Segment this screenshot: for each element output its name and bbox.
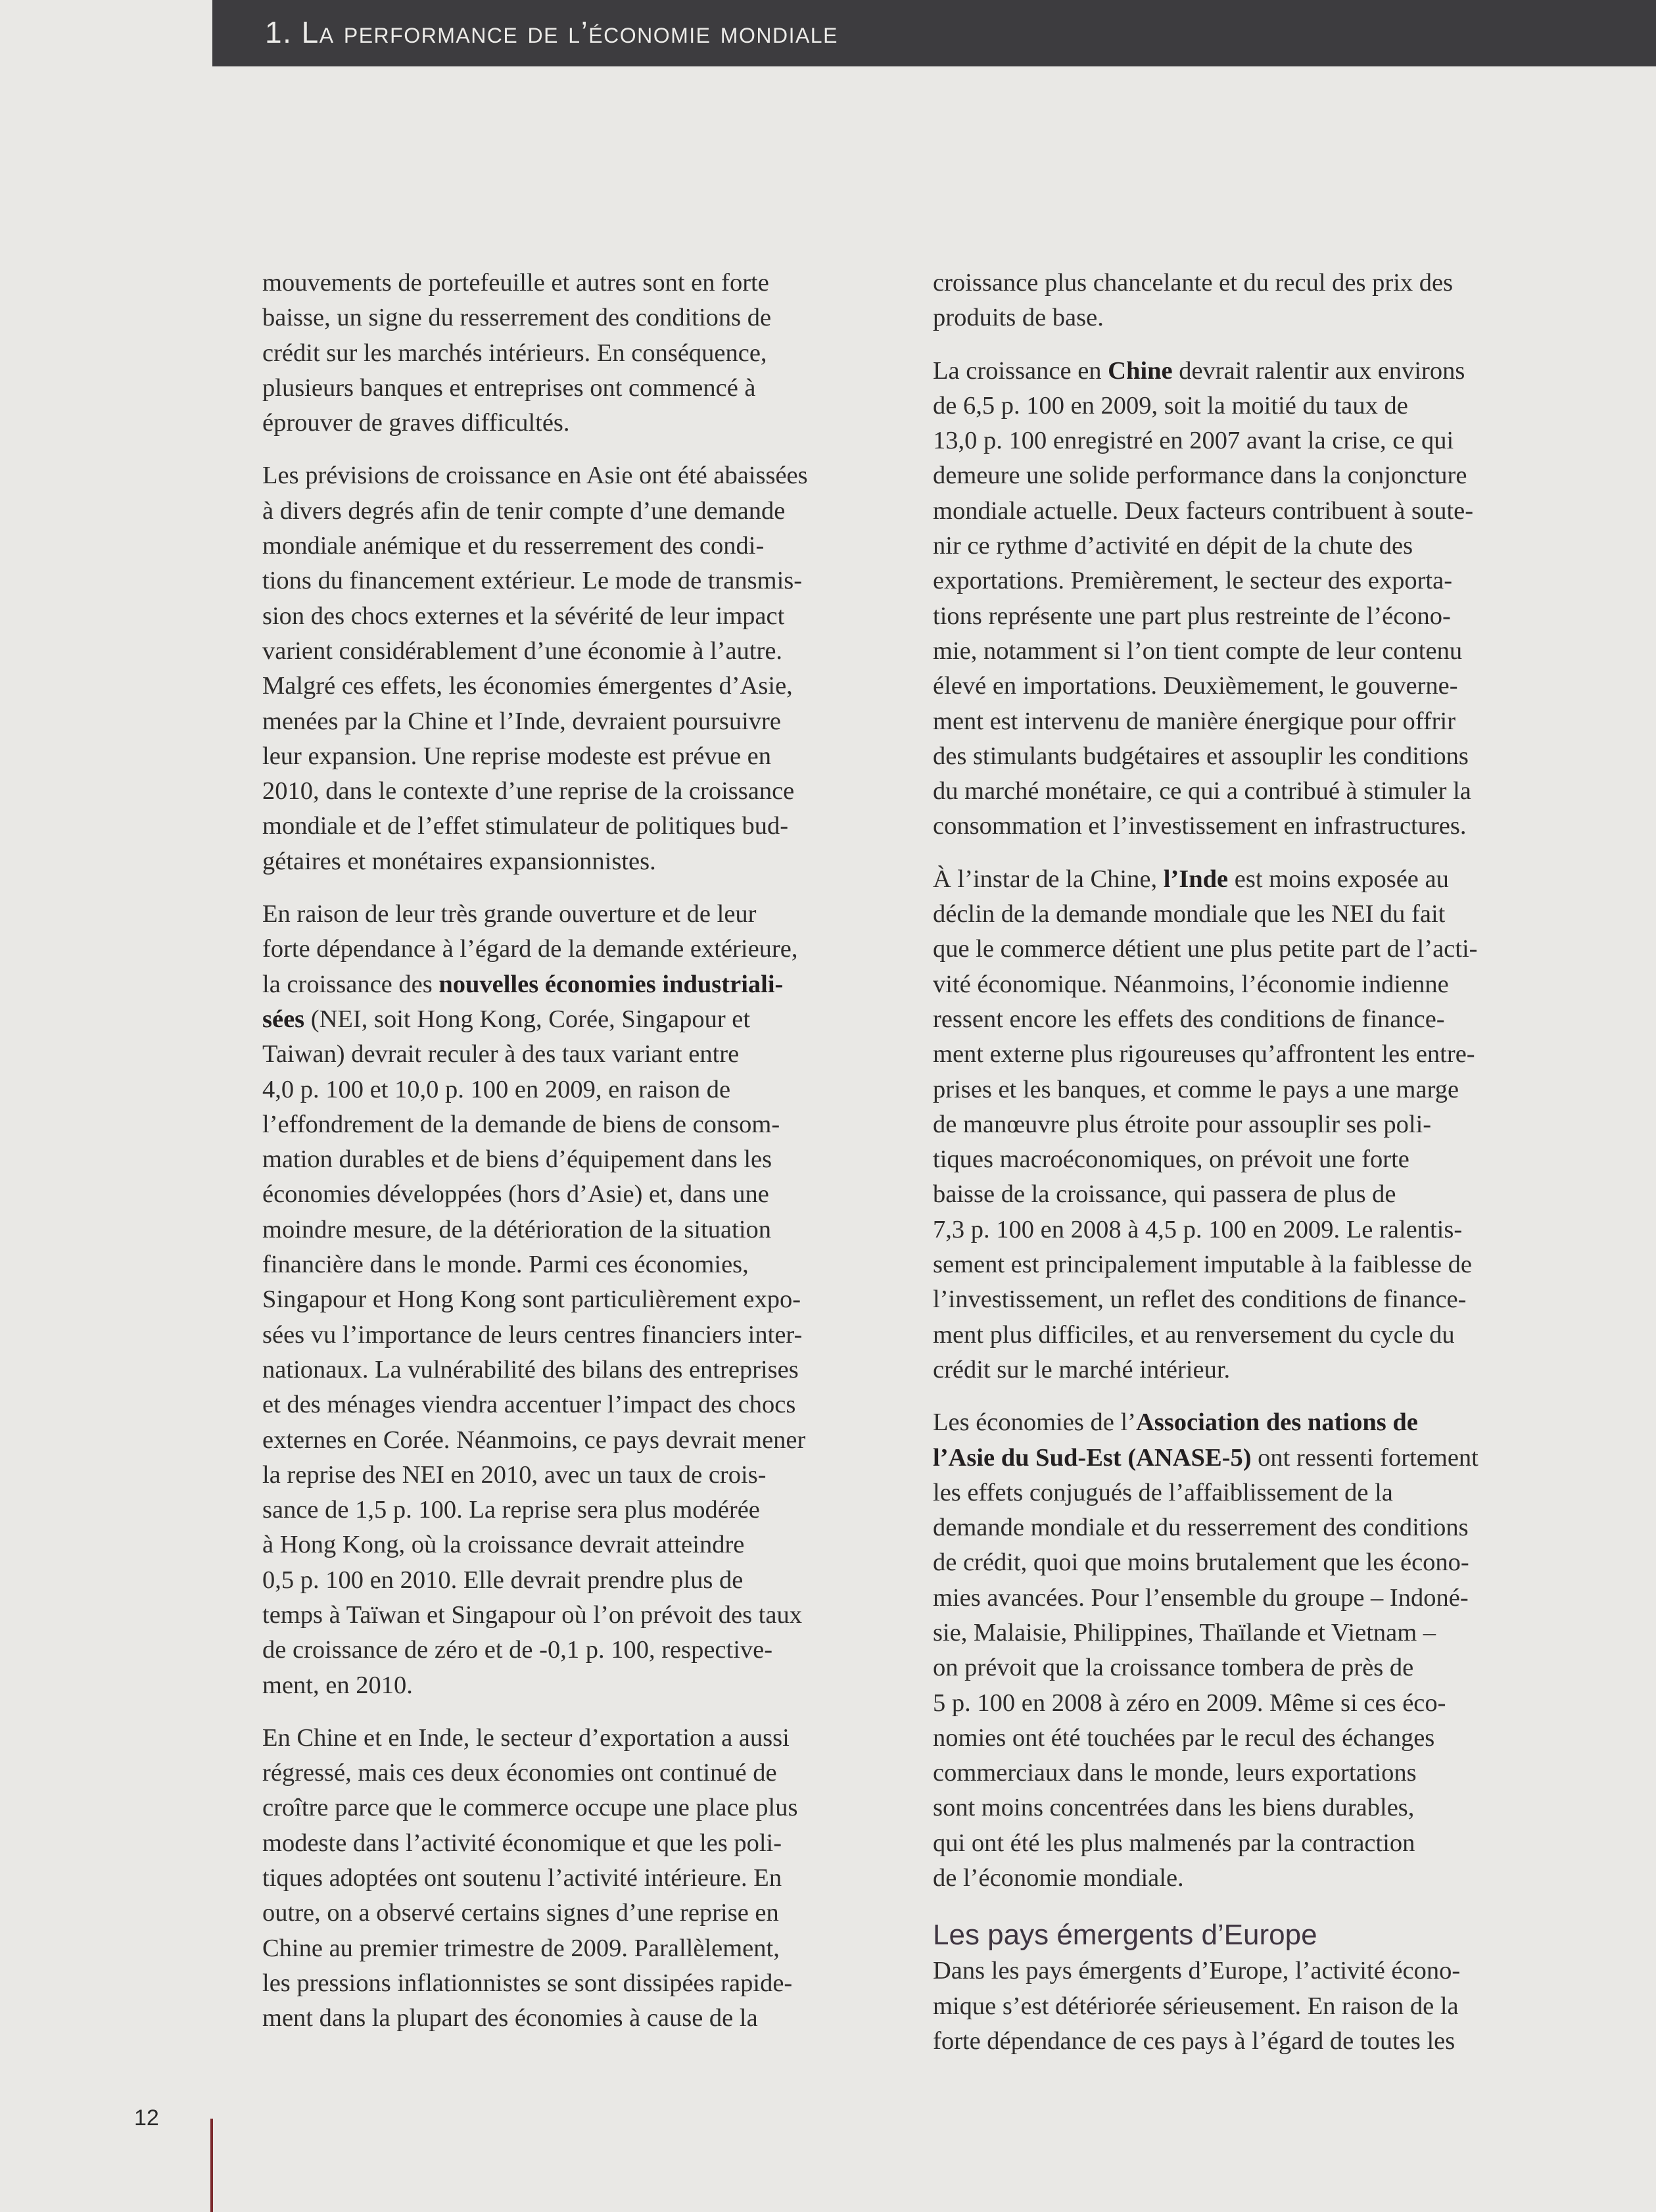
text-line: 13,0 p. 100 enregistré en 2007 avant la crise, ce qui	[933, 427, 1454, 455]
text-line: mique s’est détériorée sérieusement. En raison de la	[933, 1992, 1459, 2020]
text-line: et des ménages viendra accentuer l’impact des chocs	[262, 1391, 796, 1419]
text-line: sées vu l’importance de leurs centres financiers inter-	[262, 1320, 803, 1349]
text-line: nomies ont été touchées par le recul des échanges	[933, 1723, 1435, 1752]
bold-term: Association des nations de	[1135, 1408, 1418, 1437]
text-line: Dans les pays émergents d’Europe, l’activité écono-	[933, 1957, 1461, 1985]
text-line: vité économique. Néanmoins, l’économie indienne	[933, 970, 1449, 998]
bold-term: l’Inde	[1163, 865, 1229, 893]
text-line: demande mondiale et du resserrement des conditions	[933, 1514, 1469, 1542]
text-line: mondiale actuelle. Deux facteurs contribuent à soute-	[933, 496, 1474, 525]
paragraph	[262, 266, 893, 441]
section-title: 1. La performance de l’économie mondiale	[265, 15, 838, 49]
text-line: temps à Taïwan et Singapour où l’on prévoit des taux	[262, 1600, 802, 1629]
text-line	[933, 862, 1564, 897]
text-line: Les prévisions de croissance en Asie ont été abaissées	[262, 462, 808, 490]
text-line: tions représente une part plus restreinte de l’écono-	[933, 602, 1451, 630]
text-line: ressent encore les effets des conditions de finance-	[933, 1005, 1445, 1033]
text-line: crédit sur les marchés intérieurs. En conséquence,	[262, 339, 767, 367]
text-line: on prévoit que la croissance tombera de près de	[933, 1654, 1414, 1682]
text-run: (NEI, soit Hong Kong, Corée, Singapour et	[304, 1005, 751, 1033]
text-line: nir ce rythme d’activité en dépit de la chute des	[933, 532, 1413, 560]
paragraph	[933, 266, 1564, 336]
text-line: de l’économie mondiale.	[933, 1864, 1184, 1892]
text-line: de croissance de zéro et de -0,1 p. 100, respective-	[262, 1636, 773, 1664]
text-line: la reprise des NEI en 2010, avec un taux de crois-	[262, 1460, 767, 1489]
text-line: que le commerce détient une plus petite part de l’acti-	[933, 935, 1478, 963]
bold-term: nouvelles économies industriali-	[438, 970, 784, 998]
line-group	[933, 389, 1564, 844]
text-line: outre, on a observé certains signes d’une reprise en	[262, 1899, 779, 1927]
text-line: croissance plus chancelante et du recul des prix des	[933, 269, 1454, 297]
text-line: exportations. Premièrement, le secteur des exporta-	[933, 567, 1453, 595]
line-group	[933, 1476, 1564, 1896]
text-line: tiques macroéconomiques, on prévoit une forte	[933, 1145, 1409, 1174]
text-line: plusieurs banques et entreprises ont commencé à	[262, 373, 756, 402]
bold-term: sées	[262, 1005, 305, 1033]
paragraph	[262, 1721, 893, 2036]
text-line: à divers degrés afin de tenir compte d’une demande	[262, 496, 786, 525]
line-group	[262, 1037, 893, 1703]
text-line: modeste dans l’activité économique et que les poli-	[262, 1829, 782, 1857]
paragraph	[262, 458, 893, 879]
text-line: moindre mesure, de la détérioration de la situation	[262, 1215, 772, 1243]
text-run: ont ressenti fortement	[1251, 1443, 1479, 1472]
bold-term: Chine	[1108, 356, 1173, 385]
text-line: tiques adoptées ont soutenu l’activité intérieure. En	[262, 1864, 782, 1892]
text-line: gétaires et monétaires expansionnistes.	[262, 847, 656, 875]
text-line: 0,5 p. 100 en 2010. Elle devrait prendre plus de	[262, 1566, 744, 1594]
text-line: 5 p. 100 en 2008 à zéro en 2009. Même si ces éco-	[933, 1689, 1446, 1717]
bold-term: l’Asie du Sud-Est (ANASE-5)	[933, 1443, 1252, 1472]
text-line: forte dépendance de ces pays à l’égard de toutes les	[933, 2027, 1455, 2055]
text-line: forte dépendance à l’égard de la demande extérieure,	[262, 935, 798, 963]
text-line: mouvements de portefeuille et autres sont en forte	[262, 269, 769, 297]
text-line: demeure une solide performance dans la conjoncture	[933, 462, 1467, 490]
text-line: du marché monétaire, ce qui a contribué à stimuler la	[933, 777, 1471, 805]
text-line: En Chine et en Inde, le secteur d’exportation a aussi	[262, 1723, 790, 1752]
text-line: 4,0 p. 100 et 10,0 p. 100 en 2009, en raison de	[262, 1075, 731, 1103]
text-run: devrait ralentir aux environs	[1172, 356, 1465, 385]
text-line: élevé en importations. Deuxièmement, le gouverne-	[933, 672, 1458, 700]
left-column	[262, 266, 893, 2054]
text-line: des stimulants budgétaires et assouplir les conditions	[933, 742, 1469, 770]
page-rule	[210, 2119, 213, 2212]
text-run: À l’instar de la Chine,	[933, 865, 1164, 893]
text-line: Taiwan) devrait reculer à des taux variant entre	[262, 1040, 740, 1069]
text-line: leur expansion. Une reprise modeste est prévue en	[262, 742, 772, 770]
text-line: crédit sur le marché intérieur.	[933, 1355, 1231, 1383]
text-line: mies avancées. Pour l’ensemble du groupe – Indoné-	[933, 1583, 1469, 1612]
text-line: ment plus difficiles, et au renversement du cycle du	[933, 1320, 1455, 1349]
paragraph	[933, 354, 1564, 844]
text-line: externes en Corée. Néanmoins, ce pays devrait mener	[262, 1426, 806, 1454]
text-line: ment, en 2010.	[262, 1671, 413, 1699]
paragraph	[933, 1405, 1564, 1896]
paragraph	[262, 897, 893, 1703]
text-line	[933, 354, 1564, 389]
text-line: varient considérablement d’une économie à l’autre.	[262, 637, 783, 665]
line-group	[933, 897, 1564, 1387]
text-line: financière dans le monde. Parmi ces économies,	[262, 1251, 749, 1279]
text-line	[262, 1002, 893, 1037]
text-run: est moins exposée au	[1228, 865, 1449, 893]
text-run: La croissance en	[933, 356, 1108, 385]
text-run: Les économies de l’	[933, 1408, 1136, 1437]
text-line: ment dans la plupart des économies à cause de la	[262, 2004, 758, 2032]
text-line: éprouver de graves difficultés.	[262, 409, 570, 437]
page-number: 12	[134, 2105, 159, 2130]
text-line: produits de base.	[933, 304, 1104, 332]
text-line: consommation et l’investissement en infrastructures.	[933, 812, 1467, 840]
text-line: Chine au premier trimestre de 2009. Parallèlement,	[262, 1934, 780, 1962]
text-line: mondiale et de l’effet stimulateur de politiques bud-	[262, 812, 789, 840]
text-line: 7,3 p. 100 en 2008 à 4,5 p. 100 en 2009. Le ralentis-	[933, 1215, 1463, 1243]
text-line: sion des chocs externes et la sévérité de leur impact	[262, 602, 785, 630]
text-line: ment externe plus rigoureuses qu’affrontent les entre-	[933, 1040, 1475, 1069]
text-line: mie, notamment si l’on tient compte de leur contenu	[933, 637, 1463, 665]
text-line	[933, 1441, 1564, 1476]
text-line: l’effondrement de la demande de biens de consom-	[262, 1110, 780, 1138]
text-line: Malgré ces effets, les économies émergentes d’Asie,	[262, 672, 793, 700]
text-line: Singapour et Hong Kong sont particulièrement expo-	[262, 1286, 801, 1314]
text-line: prises et les banques, et comme le pays a une marge	[933, 1075, 1459, 1103]
text-line	[933, 1405, 1564, 1440]
text-line: économies développées (hors d’Asie) et, dans une	[262, 1180, 769, 1209]
text-line: sement est principalement imputable à la faiblesse de	[933, 1251, 1472, 1279]
text-line: mondiale anémique et du resserrement des condi-	[262, 532, 765, 560]
text-line: les effets conjugués de l’affaiblissement de la	[933, 1478, 1393, 1506]
text-line: baisse, un signe du resserrement des conditions de	[262, 304, 772, 332]
text-line: les pressions inflationnistes se sont dissipées rapide-	[262, 1969, 793, 1997]
text-line: sie, Malaisie, Philippines, Thaïlande et Vietnam –	[933, 1618, 1436, 1647]
text-run: la croissance des	[262, 970, 439, 998]
text-line: menées par la Chine et l’Inde, devraient poursuivre	[262, 707, 781, 735]
text-line: de 6,5 p. 100 en 2009, soit la moitié du taux de	[933, 391, 1408, 420]
text-line: sont moins concentrées dans les biens durables,	[933, 1794, 1415, 1822]
text-line: déclin de la demande mondiale que les NEI du fait	[933, 900, 1446, 928]
text-line: commerciaux dans le monde, leurs exportations	[933, 1759, 1417, 1787]
text-line: En raison de leur très grande ouverture et de leur	[262, 900, 757, 928]
right-column	[933, 266, 1564, 2077]
text-line: 2010, dans le contexte d’une reprise de la croissance	[262, 777, 795, 805]
paragraph	[933, 1954, 1564, 2059]
section-subheading: Les pays émergents d’Europe	[933, 1919, 1317, 1952]
text-line: de crédit, quoi que moins brutalement que les écono-	[933, 1549, 1469, 1577]
text-line: sance de 1,5 p. 100. La reprise sera plus modérée	[262, 1496, 760, 1524]
text-line: tions du financement extérieur. Le mode de transmis-	[262, 567, 803, 595]
text-line: l’investissement, un reflet des conditions de finance-	[933, 1286, 1467, 1314]
text-line: de manœuvre plus étroite pour assouplir ses poli-	[933, 1110, 1432, 1138]
text-line: mation durables et de biens d’équipement dans les	[262, 1145, 772, 1174]
text-line: ment est intervenu de manière énergique pour offrir	[933, 707, 1456, 735]
text-line: nationaux. La vulnérabilité des bilans des entreprises	[262, 1355, 799, 1383]
text-line: régressé, mais ces deux économies ont continué de	[262, 1759, 777, 1787]
text-line: à Hong Kong, où la croissance devrait atteindre	[262, 1531, 745, 1559]
text-line	[262, 967, 893, 1002]
text-line: baisse de la croissance, qui passera de plus de	[933, 1180, 1396, 1209]
text-line: croître parce que le commerce occupe une place plus	[262, 1794, 798, 1822]
text-line: qui ont été les plus malmenés par la contraction	[933, 1829, 1415, 1857]
paragraph	[933, 862, 1564, 1387]
